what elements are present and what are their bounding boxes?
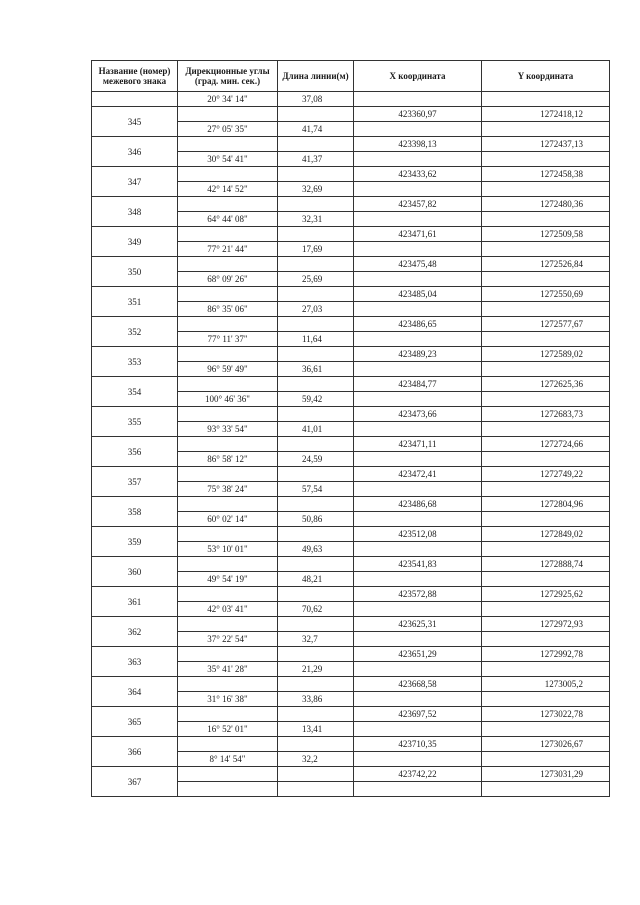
length-cell xyxy=(278,167,354,182)
table-row xyxy=(92,197,610,212)
angle-cell xyxy=(178,257,278,272)
x-cell xyxy=(354,182,482,197)
angle-cell: 37° 22' 54" xyxy=(178,632,278,647)
length-cell xyxy=(278,437,354,452)
y-cell xyxy=(482,152,610,167)
y-cell: 1272480,36 xyxy=(482,197,610,212)
y-cell: 1272749,22 xyxy=(482,467,610,482)
length-cell xyxy=(278,107,354,122)
angle-cell xyxy=(178,377,278,392)
length-cell: 48,21 xyxy=(278,572,354,587)
length-cell xyxy=(278,782,354,797)
angle-cell xyxy=(178,707,278,722)
x-cell: 423475,48 xyxy=(354,257,482,272)
x-cell xyxy=(354,332,482,347)
angle-cell: 86° 58' 12" xyxy=(178,452,278,467)
table-row xyxy=(92,257,610,272)
angle-cell: 35° 41' 28" xyxy=(178,662,278,677)
x-cell: 423651,29 xyxy=(354,647,482,662)
length-cell: 41,74 xyxy=(278,122,354,137)
angle-cell: 27° 05' 35" xyxy=(178,122,278,137)
x-cell xyxy=(354,152,482,167)
x-cell xyxy=(354,272,482,287)
header-y-coordinate: Y координата xyxy=(482,61,610,92)
table-row xyxy=(92,767,610,782)
angle-cell: 64° 44' 08" xyxy=(178,212,278,227)
y-cell xyxy=(482,332,610,347)
length-cell xyxy=(278,317,354,332)
x-cell xyxy=(354,632,482,647)
y-cell xyxy=(482,632,610,647)
x-cell xyxy=(354,542,482,557)
y-cell: 1273022,78 xyxy=(482,707,610,722)
length-cell: 27,03 xyxy=(278,302,354,317)
angle-cell xyxy=(178,767,278,782)
angle-cell: 49° 54' 19" xyxy=(178,572,278,587)
x-cell: 423486,65 xyxy=(354,317,482,332)
coordinates-table xyxy=(91,60,610,797)
point-name-cell: 361 xyxy=(92,587,178,617)
x-cell: 423572,88 xyxy=(354,587,482,602)
table-row xyxy=(92,557,610,572)
length-cell xyxy=(278,257,354,272)
table-row xyxy=(92,407,610,422)
y-cell: 1272724,66 xyxy=(482,437,610,452)
table-row xyxy=(92,677,610,692)
length-cell xyxy=(278,617,354,632)
table-row xyxy=(92,377,610,392)
length-cell xyxy=(278,347,354,362)
point-name-cell: 364 xyxy=(92,677,178,707)
y-cell xyxy=(482,722,610,737)
y-cell: 1272972,93 xyxy=(482,617,610,632)
table-row xyxy=(92,647,610,662)
table-body xyxy=(92,92,610,797)
x-cell: 423433,62 xyxy=(354,167,482,182)
length-cell: 21,29 xyxy=(278,662,354,677)
angle-cell: 53° 10' 01" xyxy=(178,542,278,557)
angle-cell: 96° 59' 49" xyxy=(178,362,278,377)
angle-cell xyxy=(178,437,278,452)
length-cell: 11,64 xyxy=(278,332,354,347)
length-cell xyxy=(278,377,354,392)
table-row xyxy=(92,137,610,152)
y-cell xyxy=(482,92,610,107)
table-row xyxy=(92,287,610,302)
table-row xyxy=(92,107,610,122)
angle-cell: 77° 21' 44" xyxy=(178,242,278,257)
x-cell: 423489,23 xyxy=(354,347,482,362)
point-name-cell: 349 xyxy=(92,227,178,257)
y-cell: 1272589,02 xyxy=(482,347,610,362)
y-cell xyxy=(482,482,610,497)
angle-cell: 93° 33' 54" xyxy=(178,422,278,437)
y-cell xyxy=(482,542,610,557)
y-cell: 1272683,73 xyxy=(482,407,610,422)
angle-cell: 30° 54' 41" xyxy=(178,152,278,167)
x-cell: 423742,22 xyxy=(354,767,482,782)
y-cell xyxy=(482,422,610,437)
angle-cell xyxy=(178,227,278,242)
x-cell: 423512,08 xyxy=(354,527,482,542)
header-line-length: Длина линии(м) xyxy=(278,61,354,92)
angle-cell xyxy=(178,317,278,332)
x-cell xyxy=(354,452,482,467)
x-cell xyxy=(354,602,482,617)
y-cell xyxy=(482,452,610,467)
boundary-points-table xyxy=(91,60,609,821)
length-cell xyxy=(278,497,354,512)
angle-cell xyxy=(178,137,278,152)
length-cell xyxy=(278,137,354,152)
point-name-cell: 359 xyxy=(92,527,178,557)
length-cell: 24,59 xyxy=(278,452,354,467)
header-x-coordinate: X координата xyxy=(354,61,482,92)
x-cell: 423710,35 xyxy=(354,737,482,752)
x-cell: 423541,83 xyxy=(354,557,482,572)
length-cell: 17,69 xyxy=(278,242,354,257)
point-name-cell xyxy=(92,92,178,107)
y-cell: 1272849,02 xyxy=(482,527,610,542)
table-row xyxy=(92,587,610,602)
x-cell xyxy=(354,722,482,737)
angle-cell: 42° 03' 41" xyxy=(178,602,278,617)
y-cell: 1272437,13 xyxy=(482,137,610,152)
x-cell: 423471,11 xyxy=(354,437,482,452)
y-cell xyxy=(482,572,610,587)
table-row xyxy=(92,347,610,362)
y-cell xyxy=(482,302,610,317)
length-cell: 41,01 xyxy=(278,422,354,437)
y-cell xyxy=(482,602,610,617)
length-cell: 50,86 xyxy=(278,512,354,527)
y-cell xyxy=(482,782,610,797)
x-cell xyxy=(354,302,482,317)
point-name-cell: 366 xyxy=(92,737,178,767)
y-cell xyxy=(482,662,610,677)
point-name-cell: 358 xyxy=(92,497,178,527)
length-cell: 32,31 xyxy=(278,212,354,227)
x-cell xyxy=(354,122,482,137)
point-name-cell: 354 xyxy=(92,377,178,407)
point-name-cell: 345 xyxy=(92,107,178,137)
angle-cell xyxy=(178,782,278,797)
angle-cell: 86° 35' 06" xyxy=(178,302,278,317)
length-cell xyxy=(278,227,354,242)
length-cell: 25,69 xyxy=(278,272,354,287)
y-cell: 1272526,84 xyxy=(482,257,610,272)
point-name-cell: 347 xyxy=(92,167,178,197)
y-cell: 1272992,78 xyxy=(482,647,610,662)
x-cell xyxy=(354,422,482,437)
length-cell xyxy=(278,767,354,782)
angle-cell: 31° 16' 38" xyxy=(178,692,278,707)
angle-cell: 16° 52' 01" xyxy=(178,722,278,737)
length-cell xyxy=(278,707,354,722)
length-cell: 33,86 xyxy=(278,692,354,707)
angle-cell xyxy=(178,467,278,482)
y-cell: 1272418,12 xyxy=(482,107,610,122)
angle-cell xyxy=(178,347,278,362)
y-cell: 1273031,29 xyxy=(482,767,610,782)
table-row xyxy=(92,617,610,632)
length-cell: 41,37 xyxy=(278,152,354,167)
x-cell: 423457,82 xyxy=(354,197,482,212)
length-cell: 36,61 xyxy=(278,362,354,377)
y-cell xyxy=(482,512,610,527)
y-cell xyxy=(482,752,610,767)
point-name-cell: 351 xyxy=(92,287,178,317)
y-cell xyxy=(482,242,610,257)
angle-cell xyxy=(178,557,278,572)
y-cell: 1272925,62 xyxy=(482,587,610,602)
y-cell xyxy=(482,392,610,407)
x-cell xyxy=(354,92,482,107)
x-cell xyxy=(354,782,482,797)
x-cell: 423398,13 xyxy=(354,137,482,152)
y-cell: 1272804,96 xyxy=(482,497,610,512)
y-cell: 1272625,36 xyxy=(482,377,610,392)
y-cell: 1272509,58 xyxy=(482,227,610,242)
header-direction-angle: Дирекционные углы (град. мин. сек.) xyxy=(178,61,278,92)
length-cell xyxy=(278,647,354,662)
angle-cell xyxy=(178,647,278,662)
table-row xyxy=(92,167,610,182)
length-cell: 57,54 xyxy=(278,482,354,497)
length-cell xyxy=(278,677,354,692)
x-cell: 423484,77 xyxy=(354,377,482,392)
angle-cell: 60° 02' 14" xyxy=(178,512,278,527)
y-cell xyxy=(482,692,610,707)
x-cell: 423486,68 xyxy=(354,497,482,512)
angle-cell xyxy=(178,527,278,542)
length-cell: 59,42 xyxy=(278,392,354,407)
length-cell xyxy=(278,737,354,752)
point-name-cell: 346 xyxy=(92,137,178,167)
angle-cell: 42° 14' 52" xyxy=(178,182,278,197)
length-cell: 37,08 xyxy=(278,92,354,107)
table-row xyxy=(92,227,610,242)
angle-cell xyxy=(178,107,278,122)
angle-cell: 77° 11' 37" xyxy=(178,332,278,347)
length-cell xyxy=(278,527,354,542)
x-cell xyxy=(354,212,482,227)
y-cell: 1272888,74 xyxy=(482,557,610,572)
y-cell xyxy=(482,122,610,137)
table-header-row xyxy=(92,61,610,92)
y-cell xyxy=(482,362,610,377)
x-cell xyxy=(354,482,482,497)
point-name-cell: 367 xyxy=(92,767,178,797)
point-name-cell: 348 xyxy=(92,197,178,227)
angle-cell xyxy=(178,677,278,692)
point-name-cell: 356 xyxy=(92,437,178,467)
angle-cell xyxy=(178,407,278,422)
point-name-cell: 350 xyxy=(92,257,178,287)
table-row xyxy=(92,467,610,482)
length-cell: 32,69 xyxy=(278,182,354,197)
angle-cell: 20° 34' 14" xyxy=(178,92,278,107)
y-cell xyxy=(482,212,610,227)
point-name-cell: 360 xyxy=(92,557,178,587)
length-cell xyxy=(278,587,354,602)
header-point-name: Название (номер) межевого знака xyxy=(92,61,178,92)
point-name-cell: 352 xyxy=(92,317,178,347)
table-row xyxy=(92,92,610,107)
angle-cell xyxy=(178,587,278,602)
y-cell: 1273005,2 xyxy=(482,677,610,692)
x-cell: 423360,97 xyxy=(354,107,482,122)
y-cell xyxy=(482,272,610,287)
table-row xyxy=(92,317,610,332)
y-cell: 1273026,67 xyxy=(482,737,610,752)
length-cell xyxy=(278,287,354,302)
x-cell: 423485,04 xyxy=(354,287,482,302)
x-cell: 423625,31 xyxy=(354,617,482,632)
table-row xyxy=(92,527,610,542)
x-cell xyxy=(354,662,482,677)
length-cell: 70,62 xyxy=(278,602,354,617)
x-cell: 423471,61 xyxy=(354,227,482,242)
x-cell: 423472,41 xyxy=(354,467,482,482)
angle-cell xyxy=(178,737,278,752)
x-cell xyxy=(354,752,482,767)
table-row xyxy=(92,737,610,752)
angle-cell: 8° 14' 54" xyxy=(178,752,278,767)
x-cell xyxy=(354,392,482,407)
angle-cell xyxy=(178,167,278,182)
angle-cell xyxy=(178,197,278,212)
point-name-cell: 363 xyxy=(92,647,178,677)
table-row xyxy=(92,707,610,722)
table-row xyxy=(92,437,610,452)
x-cell xyxy=(354,242,482,257)
point-name-cell: 365 xyxy=(92,707,178,737)
x-cell: 423697,52 xyxy=(354,707,482,722)
angle-cell xyxy=(178,617,278,632)
angle-cell: 68° 09' 26" xyxy=(178,272,278,287)
y-cell: 1272458,38 xyxy=(482,167,610,182)
point-name-cell: 353 xyxy=(92,347,178,377)
length-cell xyxy=(278,407,354,422)
length-cell: 13,41 xyxy=(278,722,354,737)
point-name-cell: 355 xyxy=(92,407,178,437)
x-cell xyxy=(354,572,482,587)
x-cell: 423473,66 xyxy=(354,407,482,422)
x-cell xyxy=(354,362,482,377)
angle-cell: 100° 46' 36" xyxy=(178,392,278,407)
length-cell: 32,2 xyxy=(278,752,354,767)
y-cell: 1272577,67 xyxy=(482,317,610,332)
x-cell: 423668,58 xyxy=(354,677,482,692)
length-cell: 49,63 xyxy=(278,542,354,557)
length-cell xyxy=(278,467,354,482)
angle-cell xyxy=(178,497,278,512)
point-name-cell: 362 xyxy=(92,617,178,647)
length-cell xyxy=(278,197,354,212)
angle-cell xyxy=(178,287,278,302)
length-cell xyxy=(278,557,354,572)
angle-cell: 75° 38' 24" xyxy=(178,482,278,497)
length-cell: 32,7 xyxy=(278,632,354,647)
point-name-cell: 357 xyxy=(92,467,178,497)
table-row xyxy=(92,497,610,512)
x-cell xyxy=(354,692,482,707)
y-cell: 1272550,69 xyxy=(482,287,610,302)
y-cell xyxy=(482,182,610,197)
x-cell xyxy=(354,512,482,527)
